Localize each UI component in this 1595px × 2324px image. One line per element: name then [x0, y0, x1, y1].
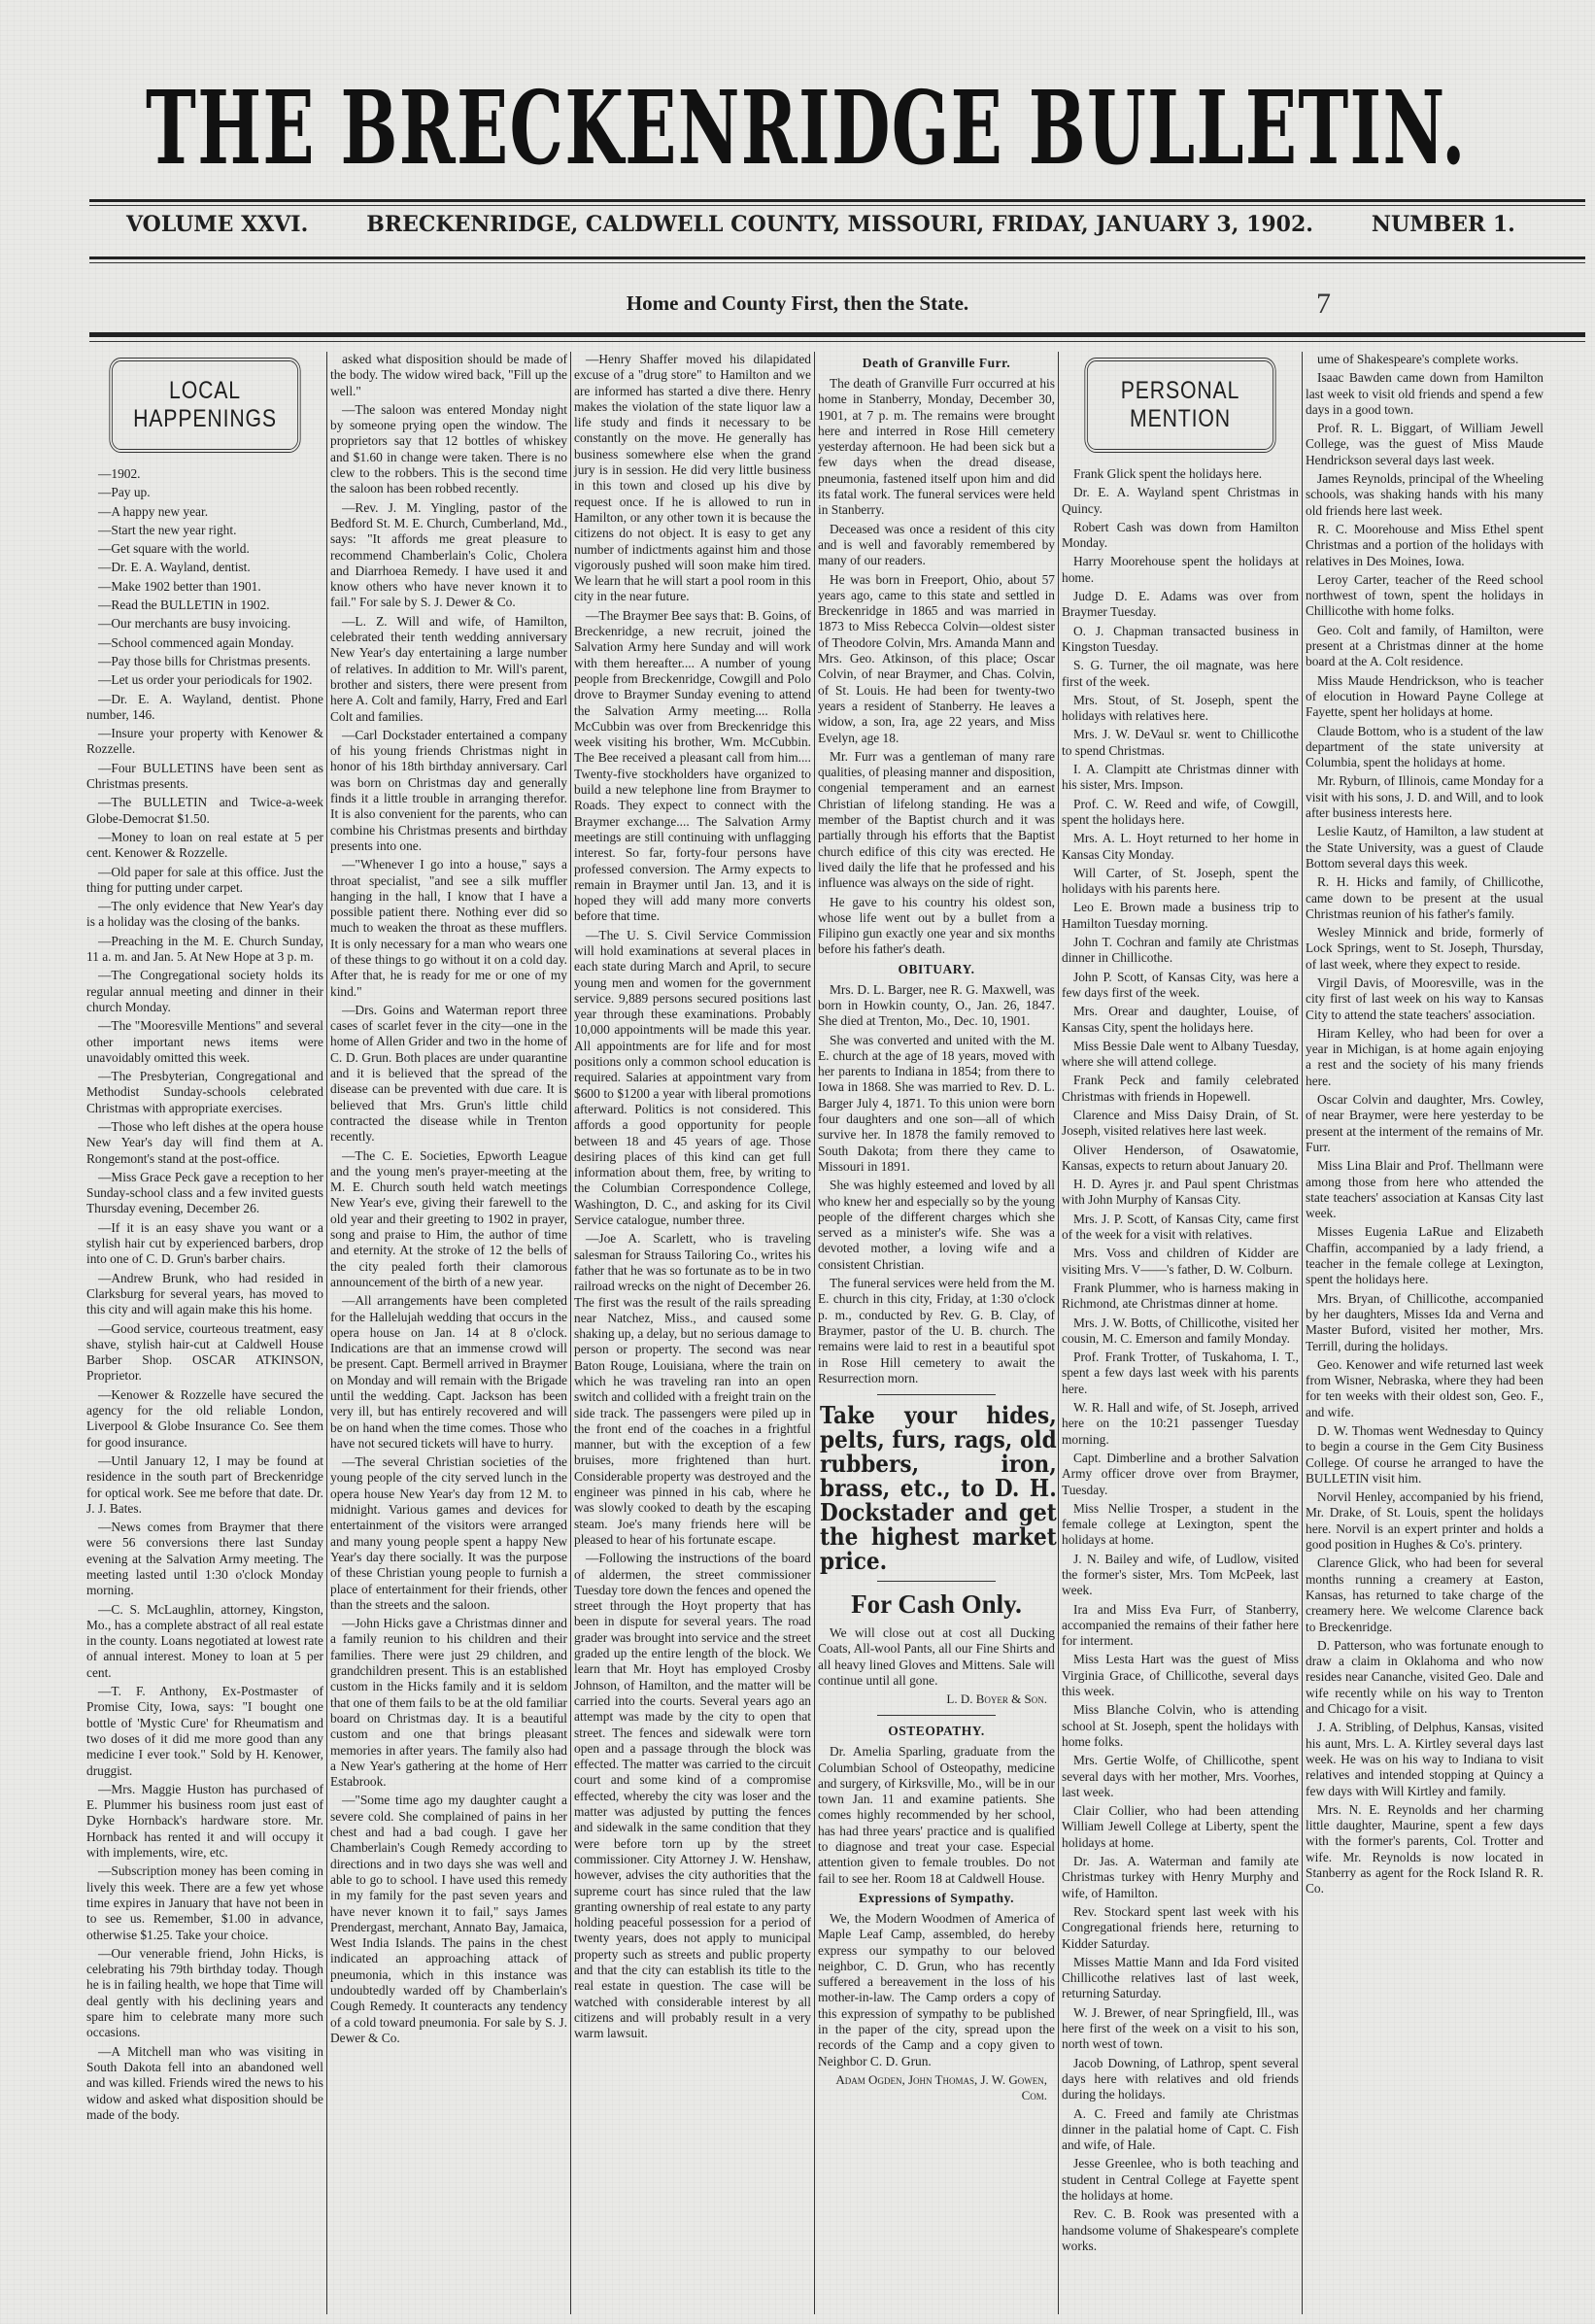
news-paragraph: —The "Mooresville Mentions" and several other important news items were unavoidably omitted this week. — [86, 1018, 323, 1065]
news-paragraph: Geo. Kenower and wife returned last week from Wisner, Nebraska, where they had been for ten weeks with their oldest son, Geo. F., and wife. — [1306, 1356, 1544, 1419]
news-paragraph: —"Whenever I go into a house," says a throat specialist, "and see a silk muffler hanging in the hall, I know that I have a possible patient there. Nothing ever did so much to weaken the throat as these mufflers. It is only necessary for a man who wears one of these things to go without it on a cold day. After that, he is ready for me or one of my kind." — [330, 857, 567, 999]
news-paragraph: Geo. Colt and family, of Hamilton, were present at a Christmas dinner at the home board at the A. Colt residence. — [1306, 622, 1544, 669]
dateline-row — [126, 212, 1515, 237]
news-paragraph: —Subscription money has been coming in lively this week. There are a few yet whose time expires in January that have not been in to see us. Remember, $1.00 in advance, otherwise $1.25. Take your choice. — [86, 1863, 323, 1942]
divider — [877, 1394, 996, 1395]
motto: Home and County First, then the State. — [626, 291, 969, 315]
news-paragraph: —Miss Grace Peck gave a reception to her Sunday-school class and a few invited guests Thursday evening, December 26. — [86, 1169, 323, 1216]
news-paragraph: D. W. Thomas went Wednesday to Quincy to begin a course in the Gem City Business College. Of course he arranged to have the BULLETIN visit him. — [1306, 1423, 1544, 1486]
news-paragraph: ume of Shakespeare's complete works. — [1317, 352, 1519, 366]
column-1 — [84, 352, 327, 2314]
news-paragraph: She was converted and united with the M. E. church at the age of 18 years, moved with her parents to Indiana in 1854; from there to Iowa in 1868. She was married to Rev. D. L. Barger July 4, 1871. To this union were born four daughters and one son—all of which survive her. In 1878 the family removed to South Dakota; from there they came to Missouri in 1891. — [818, 1032, 1055, 1174]
news-paragraph: —1902. — [98, 466, 141, 481]
news-paragraph: —Dr. E. A. Wayland, dentist. Phone number, 146. — [86, 691, 323, 722]
section-heading: LOCAL HAPPENINGS — [109, 358, 300, 453]
news-paragraph: Miss Bessie Dale went to Albany Tuesday, where she will attend college. — [1062, 1038, 1299, 1070]
news-paragraph: —Dr. E. A. Wayland, dentist. — [98, 560, 251, 575]
news-paragraph: The death of Granville Furr occurred at his home in Stanberry, Monday, December 30, 1901, at 7 p. m. The remains were brought here and interred in Rose Hill cemetery yesterday afternoon. He had been sick but a few days when the dread disease, pneumonia, fastened itself upon him and did its fatal work. The funeral services were held in Stanberry. — [818, 376, 1055, 518]
news-paragraph: Robert Cash was down from Hamilton Monday. — [1062, 519, 1299, 551]
article-heading: Expressions of Sympathy. — [859, 1890, 1014, 1905]
news-paragraph: Dr. Amelia Sparling, graduate from the Columbian School of Osteopathy, medicine and surgery, of Kirksville, Mo., will be in our town Jan. 11 and examine patients. She comes highly recommended by her school, has had three years' practice and is qualified to diagnose and treat your case. Especial attention given to female troubles. Do not fail to see her. Room 18 at Caldwell House. — [818, 1744, 1055, 1886]
newspaper-masthead-title: THE BRECKENRIDGE BULLETIN. — [146, 68, 1467, 188]
news-paragraph: —The only evidence that New Year's day is a holiday was the closing of the banks. — [86, 899, 323, 930]
news-paragraph: Wesley Minnick and bride, formerly of Lock Springs, went to St. Joseph, Thursday, of last week, where they expect to reside. — [1306, 925, 1544, 972]
news-paragraph: J. A. Stribling, of Delphus, Kansas, visited his aunt, Mrs. L. A. Kirtley several days last week. He was on his way to Indiana to visit relatives and intended stopping at Quincy a few days with Will Kirtley and family. — [1306, 1720, 1544, 1798]
news-paragraph: —John Hicks gave a Christmas dinner and a family reunion to his children and their families. There were just 29 children, and grandchildren present. This is an established custom in the Hicks family and it is seldom that one of them fails to be at the old familiar board on Christmas day. It is a beautiful custom and one that brings pleasant memories in after years. The family also had a New Year's gathering at the home of Herr Estabrook. — [330, 1616, 567, 1790]
news-paragraph: R. C. Moorehouse and Miss Ethel spent Christmas and a portion of the holidays with relatives in Des Moines, Iowa. — [1306, 521, 1544, 568]
news-paragraph: He was born in Freeport, Ohio, about 57 years ago, came to this state and settled in Breckenridge in 1865 and was married in 1873 to Miss Rebecca Colvin—oldest sister of Theodore Colvin, Mrs. Amanda Mann and Mrs. Geo. Atkinson, of this place; Oscar Colvin, of near Braymer, and Chas. Colvin, of St. Louis. He had been for twenty-two years a resident of Stanberry. He leaves a widow, a son, Ira, age 22 years, and Miss Evelyn, age 18. — [818, 571, 1055, 745]
news-paragraph: —The several Christian societies of the young people of the city served lunch in the opera house New Year's day from 12 M. to midnight. Various games and devices for entertainment of the visitors were arranged and many young people spent a happy New Year's day there socially. It was the purpose of these Christian young people to furnish a place of entertainment for their friends, other than the streets and the saloon. — [330, 1454, 567, 1612]
divider — [877, 1581, 996, 1582]
news-paragraph: —T. F. Anthony, Ex-Postmaster of Promise City, Iowa, says: "I bought one bottle of 'Mystic Cure' for Rheumatism and two doses of it did me more good than any medicine I ever took." Sold by H. Kenower, druggist. — [86, 1684, 323, 1778]
news-paragraph: Miss Nellie Trosper, a student in the female college at Lexington, spent the holidays at home. — [1062, 1500, 1299, 1548]
news-paragraph: H. D. Ayres jr. and Paul spent Christmas with John Murphy of Kansas City. — [1062, 1177, 1299, 1208]
news-paragraph: Harry Moorehouse spent the holidays at home. — [1062, 554, 1299, 585]
dateline-area — [126, 212, 1554, 245]
news-paragraph: W. R. Hall and wife, of St. Joseph, arrived here on the 10:21 passenger Tuesday morning. — [1062, 1400, 1299, 1447]
news-paragraph: Rev. Stockard spent last week with his Congregational friends here, returning to Kidder Saturday. — [1062, 1903, 1299, 1951]
news-paragraph: Miss Blanche Colvin, who is attending school at St. Joseph, spent the holidays with home folks. — [1062, 1702, 1299, 1749]
news-paragraph: Mrs. A. L. Hoyt returned to her home in Kansas City Monday. — [1062, 831, 1299, 862]
news-paragraph: —Joe A. Scarlett, who is traveling salesman for Strauss Tailoring Co., writes his father that he was so fortunate as to be in two railroad wrecks on the night of December 26. The first was the result of the rails spreading near Natchez, Miss., and caused some shaking up, a delay, but no serious damage to person or property. The second was near Baton Rouge, Louisiana, where the train on which he was traveling ran into an open switch and collided with a freight train on the side track. The passengers were piled up in the front end of the coaches in a frightful manner, but with the exception of a few bruises, more frightened than hurt. Considerable property was destroyed and the engineer was pinned in his cab, where he was slowly cooked to death by the escaping steam. Joe's many friends here will be pleased to hear of his fortunate escape. — [574, 1231, 811, 1547]
news-paragraph: Misses Eugenia LaRue and Elizabeth Chaffin, accompanied by a lady friend, a teacher in the female college at Lexington, spent the holidays here. — [1306, 1224, 1544, 1287]
news-paragraph: —The BULLETIN and Twice-a-week Globe-Democrat $1.50. — [86, 795, 323, 826]
news-paragraph: —Our merchants are busy invoicing. — [98, 616, 291, 632]
news-paragraph: —C. S. McLaughlin, attorney, Kingston, Mo., has a complete abstract of all real estate in the county. Loans negotiated at lowest rate of annual interest. Money to loan at 5 per cent. — [86, 1601, 323, 1680]
news-paragraph: R. H. Hicks and family, of Chillicothe, came down to be present at the usual Christmas reunion of his father's family. — [1306, 874, 1544, 921]
news-paragraph: Leroy Carter, teacher of the Reed school northwest of town, spent the holidays in Chillicothe with home folks. — [1306, 571, 1544, 619]
news-paragraph: —All arrangements have been completed for the Hallelujah wedding that occurs in the opera house on Jan. 14 at 8 o'clock. Indications are that an immense crowd will be present. Capt. Bermell arrived in Braymer on Monday and will remain with the Brigade until the wedding. Capt. Jackson has been very ill, but has entirely recovered and will be on hand when the time comes. Those who have not secured tickets will have to hurry. — [330, 1293, 567, 1451]
news-paragraph: Jesse Greenlee, who is both teaching and student in Central College at Fayette spent the holidays at home. — [1062, 2156, 1299, 2203]
news-paragraph: Frank Peck and family celebrated Christmas with friends in Hopewell. — [1062, 1073, 1299, 1104]
news-paragraph: —Henry Shaffer moved his dilapidated excuse of a "drug store" to Hamilton and we are informed has started a dive there. Henry makes the violation of the state liquor law a life study and finds it necessary to be constantly on the move. He generally has business somewhere else when the grand jury is in session. He did very little business in this town and closed up his dive by request once. If he is allowed to run in Hamilton, or any other town it is because the citizens do not object. It is easy to get any number of indictments against him and those vigorously pushed will soon make him tired. We learn that he will start a pool room in this city in the near future. — [574, 352, 811, 604]
dateline-rule — [89, 256, 1585, 259]
news-paragraph: —Mrs. Maggie Huston has purchased of E. Plummer his business room just east of Dyke Hornback's hardware store. Mr. Hornback has rented it and will occupy it with implements, wire, etc. — [86, 1781, 323, 1861]
news-paragraph: —Drs. Goins and Waterman report three cases of scarlet fever in the city—one in the home of Allen Grider and two in the home of C. D. Grun. Both places are under quarantine and it is believed that the spread of the disease can be prevented with due care. It is believed that Mrs. Grun's little child contracted the disease while in Trenton recently. — [330, 1002, 567, 1145]
news-paragraph: D. Patterson, who was fortunate enough to draw a claim in Oklahoma and who now resides near Cananche, visited Geo. Dale and wife recently while on his way to Trenton and Chicago for a visit. — [1306, 1637, 1544, 1717]
news-paragraph: Dr. Jas. A. Waterman and family ate Christmas turkey with Henry Murphy and wife, of Hamilton. — [1062, 1854, 1299, 1900]
news-paragraph: Miss Lina Blair and Prof. Thellmann were among those from here who attended the state teachers' association at Kansas City last week. — [1306, 1158, 1544, 1221]
signature: Adam Ogden, John Thomas, J. W. Gowen, Com. — [835, 2071, 1047, 2102]
news-paragraph: —Good service, courteous treatment, easy shave, stylish hair-cut at Caldwell House Barber Shop. OSCAR ATKINSON, Proprietor. — [86, 1320, 323, 1384]
news-paragraph: —Read the BULLETIN in 1902. — [98, 598, 270, 613]
masthead-rule-top-thin — [89, 205, 1585, 206]
news-paragraph: —Pay up. — [98, 485, 151, 500]
news-paragraph: Hiram Kelley, who had been for over a year in Michigan, is at home again enjoying a rest and the society of his many friends here. — [1306, 1025, 1544, 1088]
news-paragraph: Ira and Miss Eva Furr, of Stanberry, accompanied the remains of their father here for interment. — [1062, 1601, 1299, 1649]
news-paragraph: —Kenower & Rozzelle have secured the agency for the old reliable London, Liverpool & Globe Insurance Co. See them for good insurance. — [86, 1386, 323, 1450]
column-4 — [815, 352, 1059, 2314]
news-paragraph: S. G. Turner, the oil magnate, was here first of the week. — [1062, 658, 1299, 689]
news-paragraph: Mrs. Bryan, of Chillicothe, accompanied by her daughters, Misses Ida and Verna and Master Buford, visited her mother, Mrs. Terrill, during the holidays. — [1306, 1290, 1544, 1353]
news-paragraph: Mr. Ryburn, of Illinois, came Monday for a visit with his sons, J. D. and Will, and to look after business interests here. — [1306, 773, 1544, 821]
advertisement: Take your hides, pelts, furs, rags, old rubbers, iron, brass, etc., to D. H. Dockstader and get the highest market price. — [820, 1401, 1057, 1576]
issue-number: NUMBER 1. — [1371, 212, 1515, 237]
news-paragraph: —The Congregational society holds its regular annual meeting and dinner in their church Monday. — [86, 968, 323, 1014]
news-paragraph: She was highly esteemed and loved by all who knew her and especially so by the young people of the different charges which she served as a minister's wife. She was a devoted mother, a loving wife and a consistent Christian. — [818, 1178, 1055, 1272]
news-paragraph: —Start the new year right. — [98, 522, 237, 537]
masthead-rule-top — [89, 199, 1585, 202]
news-paragraph: —L. Z. Will and wife, of Hamilton, celebrated their tenth wedding anniversary New Year's day entertaining a large number of relatives. In addition to Mr. Will's parent, brother and sisters, there were present from here A. Colt and family, Harry, Fred and Earl Colt and families. — [330, 613, 567, 724]
news-paragraph: Prof. C. W. Reed and wife, of Cowgill, spent the holidays here. — [1062, 796, 1299, 827]
news-paragraph: Miss Lesta Hart was the guest of Miss Virginia Grace, of Chillicothe, several days this week. — [1062, 1652, 1299, 1699]
news-paragraph: J. N. Bailey and wife, of Ludlow, visited the former's sister, Mrs. Tom McPeek, last week. — [1062, 1551, 1299, 1598]
signature: L. D. Boyer & Son. — [946, 1692, 1047, 1707]
column-5 — [1059, 352, 1303, 2314]
news-paragraph: Prof. R. L. Biggart, of William Jewell College, was the guest of Miss Maude Hendrickson several days last week. — [1306, 421, 1544, 467]
news-paragraph: Mr. Furr was a gentleman of many rare qualities, of pleasing manner and disposition, congenial temperament and an earnest Christian of lifelong standing. He was a member of the Baptist church and it was partially through his efforts that the Baptist church edifice of this city was erected. He lived daily the life that he professed and his influence was always on the side of right. — [818, 748, 1055, 891]
divider — [877, 1715, 996, 1716]
article-heading: Death of Granville Furr. — [862, 356, 1011, 370]
news-paragraph: —The saloon was entered Monday night by someone prying open the window. The proprietors say that 12 bottles of whiskey and $1.60 in change were taken. There is no clew to the robbers. This is the second time the saloon has been robbed recently. — [330, 401, 567, 496]
news-paragraph: —The C. E. Societies, Epworth League and the young men's prayer-meeting at the M. E. Church south held watch meetings New Year's eve, giving their farewell to the old year and their greeting to 1902 in prayer, song and praise to Him, the author of time and eternity. At the stroke of 12 the bells of the city pealed forth their clamorous announcement of the birth of a new year. — [330, 1147, 567, 1289]
motto-rule — [89, 332, 1585, 337]
news-paragraph: James Reynolds, principal of the Wheeling schools, was shaking hands with his many old friends here last week. — [1306, 471, 1544, 518]
news-paragraph: Misses Mattie Mann and Ida Ford visited Chillicothe relatives last of last week, returning Saturday. — [1062, 1954, 1299, 2001]
news-paragraph: —"Some time ago my daughter caught a severe cold. She complained of pains in her chest and had a bad cough. I gave her Chamberlain's Cough Remedy according to directions and in two days she was well and able to go to school. I have used this remedy in my family for the past seven years and have never known it to fail," says James Prendergast, merchant, Annato Bay, Jamaica, West India Islands. The pains in the chest indicated an approaching attack of pneumonia, which in this instance was undoubtedly warded off by Chamberlain's Cough Remedy. It counteracts any tendency of a cold toward pneumonia. For sale by S. J. Dewer & Co. — [330, 1793, 567, 2045]
news-paragraph: Mrs. Orear and daughter, Louise, of Kansas City, spent the holidays here. — [1062, 1004, 1299, 1035]
news-paragraph: Claude Bottom, who is a student of the law department of the state university at Columbia, spent the holidays at home. — [1306, 723, 1544, 770]
news-paragraph: Frank Plummer, who is harness making in Richmond, ate Christmas dinner at home. — [1062, 1280, 1299, 1312]
news-paragraph: Mrs. J. P. Scott, of Kansas City, came first of the week for a visit with relatives. — [1062, 1211, 1299, 1243]
news-paragraph: Mrs. N. E. Reynolds and her charming little daughter, Maurine, spent a few days with the former's parents, Col. Trotter and wife. Mr. Reynolds is now located in Stanberry as agent for the Rock Island R. R. Co. — [1306, 1801, 1544, 1897]
motto-rule-thin — [89, 341, 1585, 342]
news-paragraph: John T. Cochran and family ate Christmas dinner in Chillicothe. — [1062, 935, 1299, 966]
news-paragraph: Clarence and Miss Daisy Drain, of St. Joseph, visited relatives here last week. — [1062, 1107, 1299, 1139]
news-paragraph: Mrs. J. W. DeVaul sr. went to Chillicothe to spend Christmas. — [1062, 727, 1299, 758]
news-paragraph: Mrs. Gertie Wolfe, of Chillicothe, spent several days with her mother, Mrs. Voorhes, last week. — [1062, 1753, 1299, 1799]
news-paragraph: —Four BULLETINS have been sent as Christmas presents. — [86, 760, 323, 792]
news-paragraph: Virgil Davis, of Mooresville, was in the city first of last week on his way to Kansas City to attend the state teachers' association. — [1306, 974, 1544, 1022]
advertisement-heading: For Cash Only. — [851, 1589, 1022, 1620]
news-paragraph: —The U. S. Civil Service Commission will hold examinations at several places in each state during March and April, to secure young men and women for the government service. 9,889 persons secured positions last year through these examinations. Probably 10,000 appointments will be made this year. All appointments are for life and for most positions only a common school education is required. Salaries at appointment vary from $600 to $1200 a year with liberal promotions afterward. Politics is not considered. This affords a good opportunity for people between 18 and 45 years of age. Those desiring places of this kind can get full information about them, free, by writing to the Columbian Correspondence College, Washington, D. C., and asking for its Civil Service catalogue, number three. — [574, 927, 811, 1228]
news-paragraph: John P. Scott, of Kansas City, was here a few days first of the week. — [1062, 969, 1299, 1000]
news-paragraph: —Money to loan on real estate at 5 per cent. Kenower & Rozzelle. — [86, 829, 323, 861]
news-paragraph: He gave to his country his oldest son, whose life went out by a bullet from a Filipino gun exactly one year and six months before his father's death. — [818, 894, 1055, 957]
article-heading: OSTEOPATHY. — [888, 1724, 985, 1739]
news-paragraph: —A happy new year. — [98, 503, 209, 519]
news-paragraph: O. J. Chapman transacted business in Kingston Tuesday. — [1062, 623, 1299, 654]
news-paragraph: Jacob Downing, of Lathrop, spent several days here with relatives and old friends during the holidays. — [1062, 2055, 1299, 2102]
news-paragraph: —School commenced again Monday. — [98, 634, 294, 650]
news-paragraph: —Let us order your periodicals for 1902. — [98, 672, 313, 688]
news-paragraph: —News comes from Braymer that there were 56 conversions there last Sunday evening at the Salvation Army meeting. The meeting lasted until 1:30 o'clock Monday morning. — [86, 1520, 323, 1598]
news-paragraph: Mrs. Voss and children of Kidder are visiting Mrs. V——'s father, D. W. Colburn. — [1062, 1246, 1299, 1277]
news-paragraph: Frank Glick spent the holidays here. — [1073, 466, 1263, 481]
news-paragraph: We will close out at cost all Ducking Coats, All-wool Pants, all our Fine Shirts and all heavy lined Gloves and Mittens. Sale will continue until all gone. — [818, 1625, 1055, 1688]
article-heading: OBITUARY. — [898, 961, 975, 976]
news-paragraph: Prof. Frank Trotter, of Tuskahoma, I. T., spent a few days last week with his parents here. — [1062, 1350, 1299, 1396]
dateline-rule-thin — [89, 262, 1585, 263]
news-paragraph: —A Mitchell man who was visiting in South Dakota fell into an abandoned well and was killed. Friends wired the news to his widow and asked what disposition should be made of the body. — [86, 2043, 323, 2122]
dateline-text: BRECKENRIDGE, CALDWELL COUNTY, MISSOURI, FRIDAY, JANUARY 3, 1902. — [366, 212, 1313, 237]
news-paragraph: —Following the instructions of the board of aldermen, the street commissioner Tuesday tore down the fences and opened the street through the Hoyt property that has been in dispute for several years. The road grader was brought into service and the street graded up the entire length of the block. We learn that Mr. Hoyt has employed Crosby Johnson, of Hamilton, and the matter will be carried into the courts. Several years ago an attempt was made by the city to open that street. The fences and sidewalk were torn open and a passage through the block was effected. The matter was carried to the circuit court and some kind of a compromise effected, whereby the city was loser and the matter was adjusted by putting the fences and sidewalk in the same condition that they were before torn up by the street commissioner. City Attorney J. W. Henshaw, however, advises the city authorities that the supreme court has since ruled that the law granting ownership of real estate to any party holding peaceful possession for a period of twenty years, does not apply to municipal property such as streets and public property and that the city can establish its title to the real estate in question. The case will be watched with considerable interest by all citizens and will probably result in a very warm lawsuit. — [574, 1551, 811, 2041]
news-paragraph: —Andrew Brunk, who had resided in Clarksburg for several years, has moved to this city and will again make this his home. — [86, 1270, 323, 1317]
news-paragraph: Will Carter, of St. Joseph, spent the holidays with his parents here. — [1062, 865, 1299, 897]
news-paragraph: —Get square with the world. — [98, 541, 250, 557]
news-paragraph: —Until January 12, I may be found at residence in the south part of Breckenridge for optical work. See me before that date. Dr. J. J. Bates. — [86, 1452, 323, 1516]
news-paragraph: Isaac Bawden came down from Hamilton last week to visit old friends and spend a few days in a good town. — [1306, 370, 1544, 417]
news-paragraph: —Preaching in the M. E. Church Sunday, 11 a. m. and Jan. 5. At New Hope at 3 p. m. — [86, 933, 323, 965]
news-paragraph: Judge D. E. Adams was over from Braymer Tuesday. — [1062, 589, 1299, 620]
handwritten-mark: 7 — [1316, 288, 1331, 320]
news-paragraph: Mrs. J. W. Botts, of Chillicothe, visited her cousin, M. C. Emerson and family Monday. — [1062, 1315, 1299, 1346]
news-paragraph: Rev. C. B. Rook was presented with a handsome volume of Shakespeare's complete works. — [1062, 2206, 1299, 2253]
news-paragraph: —Insure your property with Kenower & Rozzelle. — [86, 726, 323, 757]
article-columns — [84, 352, 1585, 2314]
news-paragraph: —Those who left dishes at the opera house New Year's day will find them at A. Rongemont's stand at the post-office. — [86, 1118, 323, 1166]
news-paragraph: Leslie Kautz, of Hamilton, a law student at the State University, was a guest of Claude Bottom several days this week. — [1306, 824, 1544, 871]
news-paragraph: Miss Maude Hendrickson, who is teacher of elocution in Howard Payne College at Fayette, spent her holidays at home. — [1306, 672, 1544, 720]
column-6 — [1303, 352, 1546, 2314]
news-paragraph: Oliver Henderson, of Osawatomie, Kansas, expects to return about January 20. — [1062, 1142, 1299, 1173]
news-paragraph: I. A. Clampitt ate Christmas dinner with his sister, Mrs. Impson. — [1062, 762, 1299, 793]
news-paragraph: Clarence Glick, who had been for several months running a creamery at Easton, Kansas, has returned to take charge of the creamery here. We welcome Clarence back to Breckenridge. — [1306, 1555, 1544, 1634]
news-paragraph: asked what disposition should be made of the body. The widow wired back, "Fill up the well." — [330, 352, 567, 398]
news-paragraph: Deceased was once a resident of this city and is well and favorably remembered by many of our readers. — [818, 521, 1055, 568]
news-paragraph: Mrs. Stout, of St. Joseph, spent the holidays with relatives here. — [1062, 692, 1299, 724]
masthead-title-area — [146, 70, 1467, 191]
news-paragraph: —Our venerable friend, John Hicks, is celebrating his 79th birthday today. Though he is in failing health, we hope that Time will deal gently with his declining years and spare him to celebrate many more such occasions. — [86, 1945, 323, 2040]
news-paragraph: Clair Collier, who had been attending William Jewell College at Liberty, spent the holidays at home. — [1062, 1803, 1299, 1850]
news-paragraph: W. J. Brewer, of near Springfield, Ill., was here first of the week on a visit to his son, north west of town. — [1062, 2004, 1299, 2052]
news-paragraph: Dr. E. A. Wayland spent Christmas in Quincy. — [1062, 485, 1299, 516]
news-paragraph: The funeral services were held from the M. E. church in this city, Friday, at 1:30 o'clock p. m., conducted by Rev. G. B. Clay, of Braymer, pastor of the U. B. church. The remains were laid to rest in a beautiful spot in Rose Hill cemetery to await the Resurrection morn. — [818, 1276, 1056, 1385]
news-paragraph: Norvil Henley, accompanied by his friend, Mr. Drake, of St. Louis, spent the holidays here. Norvil is an expert printer and holds a good position in Hughes & Co's. printery. — [1306, 1489, 1544, 1553]
news-paragraph: Leo E. Brown made a business trip to Hamilton Tuesday morning. — [1062, 900, 1299, 931]
news-paragraph: Capt. Dimberline and a brother Salvation Army officer drove over from Braymer, Tuesday. — [1062, 1450, 1299, 1497]
news-paragraph: We, the Modern Woodmen of America of Maple Leaf Camp, assembled, do hereby express our sympathy to our beloved neighbor, C. D. Grun, who has recently suffered a bereavement in the loss of his mother-in-law. The Camp orders a copy of this expression of sympathy to be published in the paper of the city, spread upon the records of the Camp and a copy given to Neighbor C. D. Grun. — [818, 1910, 1055, 2068]
volume-label: VOLUME XXVI. — [126, 212, 309, 237]
section-heading: PERSONAL MENTION — [1084, 358, 1275, 453]
news-paragraph: —Rev. J. M. Yingling, pastor of the Bedford St. M. E. Church, Cumberland, Md., says: "It affords me great pleasure to recommend Chamberlain's Colic, Cholera and Diarrhoea Remedy. I have used it and know others who have never known it to fail." For sale by S. J. Dewer & Co. — [330, 499, 567, 610]
news-paragraph: —The Braymer Bee says that: B. Goins, of Breckenridge, a new recruit, joined the Salvation Army here Sunday and will work with them hereafter.... A number of young people from Breckenridge, Cowgill and Polo drove to Braymer Sunday evening to attend the Salvation Army meeting.... Rolla McCubbin was over from Breckenridge this week visiting his brother, Wm. McCubbin. The Bee received a pleasant call from him.... Twenty-five stockholders have organized to build a new telephone line from Braymer to Roads. They expect to connect with the Braymer exchange.... The Salvation Army meetings are still continuing with unflagging interest. So far, forty-four persons have professed conversion. The Army expects to remain in Braymer until Jan. 13, and it is hoped they will add many more converts before that time. — [574, 607, 811, 924]
news-paragraph: —If it is an easy shave you want or a stylish hair cut by experienced barbers, drop into one of C. D. Grun's barber chairs. — [86, 1219, 323, 1267]
news-paragraph: —Old paper for sale at this office. Just the thing for putting under carpet. — [86, 864, 323, 895]
news-paragraph: —The Presbyterian, Congregational and Methodist Sunday-schools celebrated Christmas with appropriate exercises. — [86, 1069, 323, 1115]
column-2 — [327, 352, 571, 2314]
news-paragraph: —Carl Dockstader entertained a company of his young friends Christmas night in honor of his 18th birthday anniversary. Carl was born on Christmas day and generally finds it a little trouble in arranging therefor. It is also convenient for the parents, who can combine his Christmas presents and birthday presents into one. — [330, 727, 567, 853]
news-paragraph: —Make 1902 better than 1901. — [98, 578, 261, 594]
news-paragraph: A. C. Freed and family ate Christmas dinner in the palatial home of Capt. C. Fish and wife, of Hale. — [1062, 2105, 1299, 2153]
news-paragraph: —Pay those bills for Christmas presents. — [98, 653, 311, 668]
news-paragraph: Mrs. D. L. Barger, nee R. G. Maxwell, was born in Howkin county, O., Jan. 26, 1847. She died at Trenton, Mo., Dec. 10, 1901. — [818, 981, 1055, 1029]
news-paragraph: Oscar Colvin and daughter, Mrs. Cowley, of near Braymer, were here yesterday to be present at the interment of the remains of Mr. Furr. — [1306, 1092, 1544, 1154]
column-3 — [571, 352, 815, 2314]
